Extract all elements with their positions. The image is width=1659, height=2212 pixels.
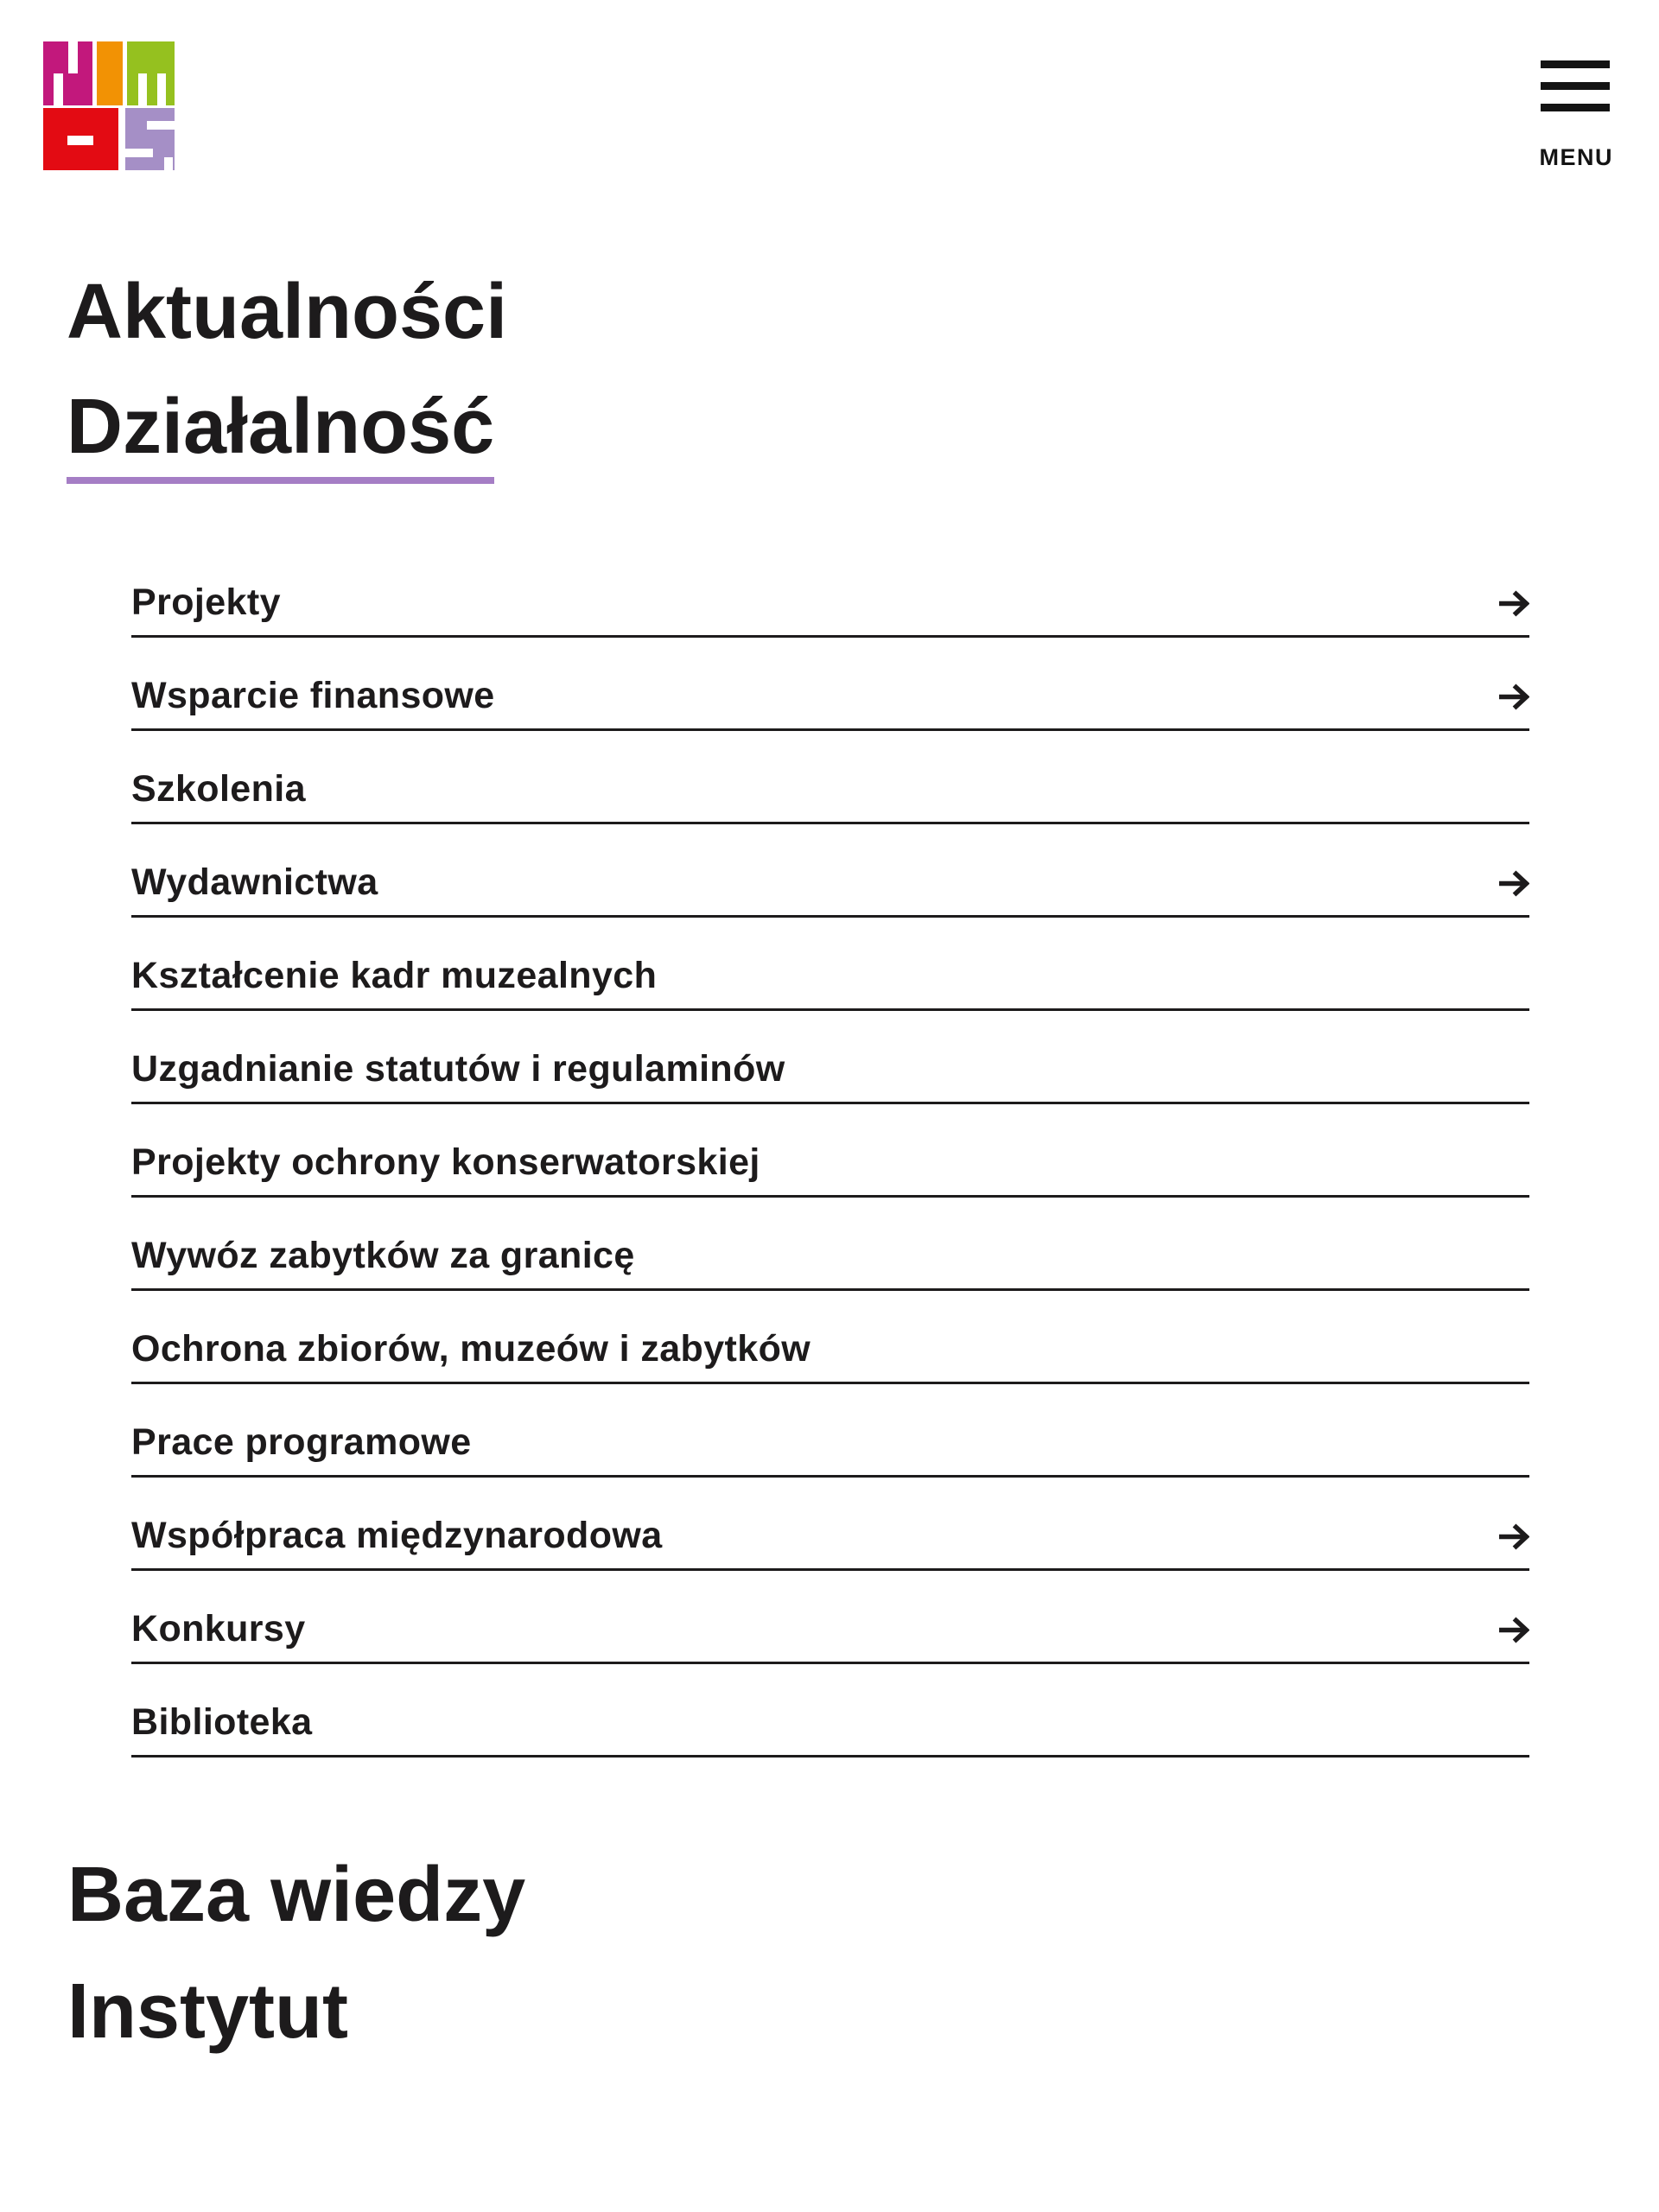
submenu-item-label: Biblioteka (131, 1701, 313, 1743)
submenu-item[interactable] (131, 1478, 1529, 1571)
arrow-right-icon (1498, 1616, 1529, 1644)
submenu-item-label: Uzgadnianie statutów i regulaminów (131, 1048, 785, 1090)
submenu-item[interactable] (131, 1011, 1529, 1104)
submenu-item[interactable] (131, 1571, 1529, 1664)
arrow-right-icon (1498, 683, 1529, 711)
submenu-item-label: Prace programowe (131, 1421, 472, 1463)
submenu-item-label: Współpraca międzynarodowa (131, 1515, 663, 1556)
submenu-item-label: Projekty ochrony konserwatorskiej (131, 1141, 760, 1183)
nimoz-logo-link[interactable] (43, 41, 175, 170)
submenu-item-label: Wywóz zabytków za granicę (131, 1235, 635, 1276)
submenu-item-label: Wydawnictwa (131, 861, 378, 903)
menu-button-label: MENU (1539, 144, 1613, 170)
arrow-right-icon (1498, 1522, 1529, 1551)
submenu-item[interactable] (131, 1291, 1529, 1384)
submenu-item[interactable] (131, 918, 1529, 1011)
submenu-item[interactable] (131, 1104, 1529, 1198)
submenu-item-label: Kształcenie kadr muzealnych (131, 955, 658, 996)
arrow-right-icon (1498, 869, 1529, 898)
submenu-item[interactable] (131, 584, 1529, 638)
submenu-item[interactable] (131, 1384, 1529, 1478)
nav-link-dzialalnosc-active[interactable]: Działalność (67, 388, 494, 484)
hamburger-icon (1541, 60, 1610, 111)
nimoz-logo-icon (43, 159, 175, 174)
submenu-item-label: Projekty (131, 582, 281, 623)
submenu-item[interactable] (131, 1198, 1529, 1291)
dzialalnosc-submenu (131, 584, 1529, 1758)
submenu-item-label: Konkursy (131, 1608, 306, 1649)
nav-link-instytut[interactable]: Instytut (67, 1968, 348, 2055)
arrow-right-icon (1498, 589, 1529, 618)
submenu-item-label: Ochrona zbiorów, muzeów i zabytków (131, 1328, 811, 1370)
submenu-item[interactable] (131, 638, 1529, 731)
submenu-item[interactable] (131, 1664, 1529, 1758)
nav-link-aktualnosci[interactable]: Aktualności (67, 269, 508, 355)
nav-link-baza-wiedzy[interactable]: Baza wiedzy (67, 1852, 526, 1938)
submenu-item[interactable] (131, 824, 1529, 918)
submenu-item-label: Szkolenia (131, 768, 306, 810)
menu-button[interactable] (1530, 54, 1613, 175)
submenu-item[interactable] (131, 731, 1529, 824)
submenu-item-label: Wsparcie finansowe (131, 675, 495, 716)
